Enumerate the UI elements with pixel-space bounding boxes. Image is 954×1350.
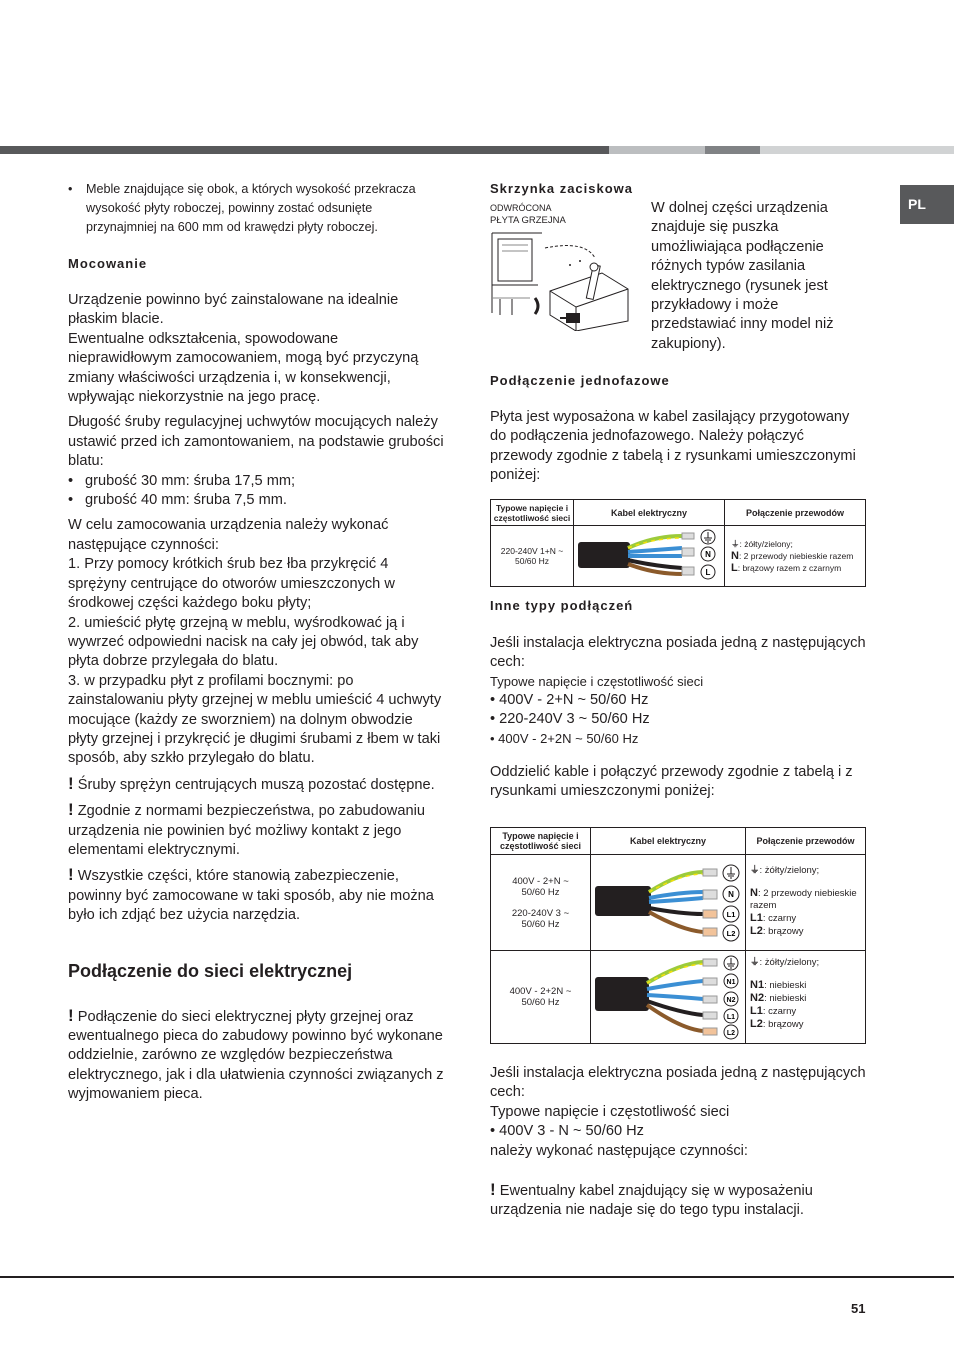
svg-text:L1: L1 xyxy=(726,909,736,919)
step-1: 1. Przy pomocy krótkich śrub bez łba przykręcić 4 sprężyny centrujące do otworów umieszczonych w środkowej części każdego boku płyty; xyxy=(68,556,395,612)
header-bar-light-end xyxy=(760,146,954,154)
section-warning: ! Podłączenie do sieci elektrycznej płyty grzejnej oraz ewentualnego pieca do zabudowy powinno być wykonane oddzielnie, zarówno ze względów bezpieczeństwa elektrycznego, jak i dla ułatwienia czynności związanych z wyjmowaniem pieca. xyxy=(68,1005,444,1103)
t1-header-connection: Połączenie przewodów xyxy=(725,500,866,526)
figure-label-2: PŁYTA GRZEJNA xyxy=(490,215,566,226)
single-phase-heading: Podłączenie jednofazowe xyxy=(490,373,670,388)
final-warning: ! Ewentualny kabel znajdujący się w wyposażeniu urządzenia nie nadaje się do tego typu instalacji. xyxy=(490,1180,813,1219)
t1-voltage: 220-240V 1+N ~ 50/60 Hz xyxy=(491,526,574,587)
header-bar-mid xyxy=(705,146,760,154)
other-intro: Jeśli instalacja elektryczna posiada jedną z następujących cech: xyxy=(490,635,866,671)
t2-row2-voltage: 400V - 2+2N ~ 50/60 Hz xyxy=(491,951,591,1044)
svg-text:N1: N1 xyxy=(726,979,736,986)
earth-icon: ⏚ xyxy=(750,957,760,968)
earth-icon: ⏚ xyxy=(731,539,740,549)
other-after: Oddzielić kable i połączyć przewody zgodnie z tabelą i z rysunkami umieszczonymi poniżej: xyxy=(490,763,853,800)
t1-earth: ⏚: żółty/zielony; xyxy=(731,539,793,549)
warning-2: ! Zgodnie z normami bezpieczeństwa, po zabudowaniu urządzenia nie powinien być możliwy kontakt z jego elementami elektrycznymi. xyxy=(68,800,425,858)
other-sub: Typowe napięcie i częstotliwość sieci xyxy=(490,673,704,689)
screw-item-1: • grubość 30 mm: śruba 17,5 mm; xyxy=(68,472,296,489)
terminal-figure xyxy=(490,203,635,331)
language-tab-label: PL xyxy=(908,196,926,212)
svg-text:N: N xyxy=(705,550,711,559)
steps-intro: W celu zamocowania urządzenia należy wykonać następujące czynności: xyxy=(68,517,389,553)
t2-row2-cable-cell xyxy=(591,951,746,1044)
left-column xyxy=(68,180,444,1105)
t2-header-voltage: Typowe napięcie i częstotliwość sieci xyxy=(491,828,591,855)
t1-n: N: 2 przewody niebieskie razem xyxy=(731,550,854,562)
t2-header-cable: Kabel elektryczny xyxy=(591,828,746,855)
other-item-1: • 400V - 2+N ~ 50/60 Hz xyxy=(490,691,649,708)
three-item: • 400V 3 - N ~ 50/60 Hz xyxy=(490,1123,644,1140)
other-types-heading: Inne typy podłączeń xyxy=(490,598,634,613)
t2-header-connection: Połączenie przewodów xyxy=(746,828,866,855)
three-sub: Typowe napięcie i częstotliwość sieci xyxy=(490,1103,730,1120)
t2-row2-legend: ⏚: żółty/zielony; N1: niebieski N2: niebieski L1: czarny L2: brązowy xyxy=(746,951,866,1044)
bullet-intro: • Meble znajdujące się obok, a których wysokość przekracza wysokość płyty roboczej, powinny zostać odsunięte przynajmniej na 600 mm od krawędzi płyty roboczej. xyxy=(68,182,416,234)
screw-item-2: • grubość 40 mm: śruba 7,5 mm. xyxy=(68,492,287,509)
earth-icon: ⏚ xyxy=(750,865,760,876)
t1-cable-illustration xyxy=(574,526,722,584)
terminal-heading: Skrzynka zaciskowa xyxy=(490,181,634,196)
terminal-text: W dolnej części urządzenia znajduje się puszka umożliwiająca podłączenie różnych typów zasilania elektrycznego (rysunek jest przykładowy i może przedstawiać inny model niż zakupiony). xyxy=(651,200,834,352)
single-phase-table xyxy=(490,499,866,587)
svg-text:N: N xyxy=(728,889,734,899)
t2-row1-legend: ⏚: żółty/zielony; N: 2 przewody niebieskie razem L1: czarny L2: brązowy xyxy=(746,855,866,951)
mounting-p1: Urządzenie powinno być zainstalowane na idealnie płaskim blacie. xyxy=(68,292,399,328)
section-title: Podłączenie do sieci elektrycznej xyxy=(68,960,353,981)
screw-paragraph: Długość śruby regulacyjnej uchwytów mocujących należy ustawić przed ich zamontowaniem, na podstawie grubości blatu: xyxy=(68,414,444,470)
svg-text:L2: L2 xyxy=(726,928,736,938)
three-phase-block xyxy=(490,1064,868,1221)
svg-text:L2: L2 xyxy=(726,1030,736,1037)
step-3: 3. w przypadku płyt z profilami bocznymi: po zainstalowaniu płyty grzejnej w meblu umieścić 4 uchwyty mocujące (każdy ze sworzniem) na dolnym obwodzie płyty grzejnej i przykręcić je długimi śrubami z łbem w taki sposób, aby szkło przylegało do blatu. xyxy=(68,672,442,767)
language-tab xyxy=(900,185,954,224)
t1-cable-cell xyxy=(574,526,725,587)
t2-row1-voltage: 400V - 2+N ~ 50/60 Hz 220-240V 3 ~ 50/60 Hz xyxy=(491,855,591,951)
step-2: 2. umieścić płytę grzejną w meblu, wyśrodkować ją i wywrzeć odpowiedni nacisk na cały jej obwód, tak aby płyta dobrze przylegała do blatu. xyxy=(68,614,419,670)
three-intro: Jeśli instalacja elektryczna posiada jedną z następujących cech: xyxy=(490,1065,866,1101)
warning-3: ! Wszystkie części, które stanowią zabezpieczenie, powinny być zamocowane w taki sposób, aby nie można było ich zdjąć bez użycia narzędzia. xyxy=(68,865,434,924)
t1-l: L: brązowy razem z czarnym xyxy=(731,562,842,574)
svg-text:N2: N2 xyxy=(726,997,736,1004)
warning-1: ! Śruby sprężyn centrujących muszą pozostać dostępne. xyxy=(68,773,435,793)
page-number: 51 xyxy=(851,1301,866,1316)
figure-label-1: ODWRÓCONA xyxy=(490,203,552,213)
mounting-p2: Ewentualne odkształcenia, spowodowane nieprawidłowym zamocowaniem, mogą być przyczyną zmiany właściwości urządzenia i, w konsekwencji, wpływając niekorzystnie na jego pracę. xyxy=(68,330,419,406)
mounting-heading: Mocowanie xyxy=(68,256,148,271)
single-phase-text: Płyta jest wyposażona w kabel zasilający przygotowany do podłączenia jednofazowego. Należy połączyć przewody zgodnie z tabelą i z rysunkami umieszczonymi poniżej: xyxy=(490,409,856,484)
terminal-box-illustration xyxy=(490,203,635,331)
t1-header-cable: Kabel elektryczny xyxy=(574,500,725,526)
t2-row1-cable-illustration xyxy=(591,856,743,948)
other-item-2: • 220-240V 3 ~ 50/60 Hz xyxy=(490,711,650,728)
t1-header-voltage: Typowe napięcie i częstotliwość sieci xyxy=(491,500,574,526)
header-bar-light xyxy=(609,146,705,154)
footer-rule xyxy=(0,1276,954,1278)
t2-row2-cable-illustration xyxy=(591,951,743,1041)
t2-row1-cable-cell xyxy=(591,855,746,951)
svg-text:L: L xyxy=(705,568,711,577)
svg-text:L1: L1 xyxy=(726,1014,736,1021)
multi-phase-table xyxy=(490,827,866,1044)
other-types-block xyxy=(490,634,868,801)
t1-legend xyxy=(725,526,866,587)
header-bar-dark xyxy=(0,146,609,154)
three-after: należy wykonać następujące czynności: xyxy=(490,1142,748,1159)
other-item-3: • 400V - 2+2N ~ 50/60 Hz xyxy=(490,730,639,746)
